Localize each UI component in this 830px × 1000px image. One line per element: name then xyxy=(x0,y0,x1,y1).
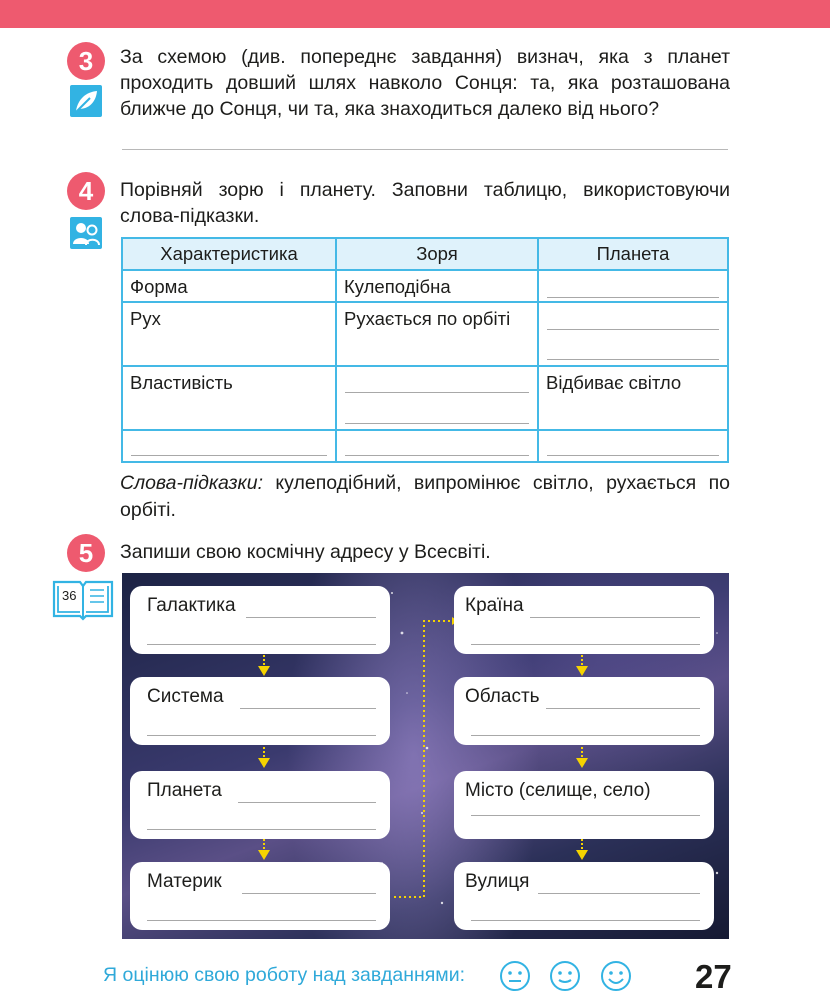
comparison-table xyxy=(121,237,729,463)
table-cell-blank[interactable] xyxy=(538,302,728,366)
address-field-region[interactable]: Область xyxy=(454,677,714,745)
address-field-galaxy[interactable]: Галактика xyxy=(130,586,390,654)
table-cell: Кулеподібна xyxy=(336,270,538,302)
table-cell-blank[interactable] xyxy=(336,366,538,430)
address-field-country[interactable]: Країна xyxy=(454,586,714,654)
address-field-city[interactable]: Місто (селище, село) xyxy=(454,771,714,839)
down-arrow-icon xyxy=(575,839,589,861)
task-3-text: За схемою (див. попереднє завдання) визнач, яка з планет проходить довший шлях навколо Сонця: та, яка розташована ближче до Сонця, чи та, яка знаходиться далеко від нього? xyxy=(120,46,730,120)
pair-work-icon xyxy=(70,217,102,249)
address-field-street[interactable]: Вулиця xyxy=(454,862,714,930)
hint-words xyxy=(120,470,730,524)
task-3-answer-line[interactable] xyxy=(122,149,728,150)
table-cell-blank[interactable] xyxy=(538,430,728,462)
address-field-system[interactable]: Система xyxy=(130,677,390,745)
hint-label: Слова-підказки: xyxy=(120,472,264,494)
table-header: Зоря xyxy=(336,238,538,270)
hint-text: кулеподібний, випромінює світло, рухається по орбіті. xyxy=(120,472,730,521)
table-header: Характеристика xyxy=(122,238,336,270)
table-cell: Властивість xyxy=(122,366,336,430)
down-arrow-icon xyxy=(257,839,271,861)
task-number-5: 5 xyxy=(67,534,105,572)
table-cell: Рух xyxy=(122,302,336,366)
book-page-number: 36 xyxy=(62,588,77,603)
book-icon xyxy=(50,574,116,622)
table-cell-blank[interactable] xyxy=(122,430,336,462)
top-color-bar xyxy=(0,0,830,28)
address-field-continent[interactable]: Материк xyxy=(130,862,390,930)
slight-smile-icon[interactable] xyxy=(549,960,581,992)
down-arrow-icon xyxy=(257,655,271,677)
task-5-text: Запиши свою космічну адресу у Всесвіті. xyxy=(120,541,491,563)
down-arrow-icon xyxy=(575,655,589,677)
self-assessment-text: Я оцінюю свою роботу над завданнями: xyxy=(103,964,466,986)
table-cell: Рухається по орбіті xyxy=(336,302,538,366)
address-field-planet[interactable]: Планета xyxy=(130,771,390,839)
space-address-panel xyxy=(122,573,729,939)
task-4-text: Порівняй зорю і планету. Заповни таблицю, використовуючи слова-підказки. xyxy=(120,179,730,227)
table-header: Планета xyxy=(538,238,728,270)
neutral-face-icon[interactable] xyxy=(499,960,531,992)
leaf-icon xyxy=(70,85,102,117)
table-cell: Форма xyxy=(122,270,336,302)
table-cell: Відбиває світло xyxy=(538,366,728,430)
task-number-4: 4 xyxy=(67,172,105,210)
page-number: 27 xyxy=(695,958,732,995)
big-smile-icon[interactable] xyxy=(600,960,632,992)
table-cell-blank[interactable] xyxy=(538,270,728,302)
table-cell-blank[interactable] xyxy=(336,430,538,462)
down-arrow-icon xyxy=(257,747,271,769)
task-number-3: 3 xyxy=(67,42,105,80)
down-arrow-icon xyxy=(575,747,589,769)
